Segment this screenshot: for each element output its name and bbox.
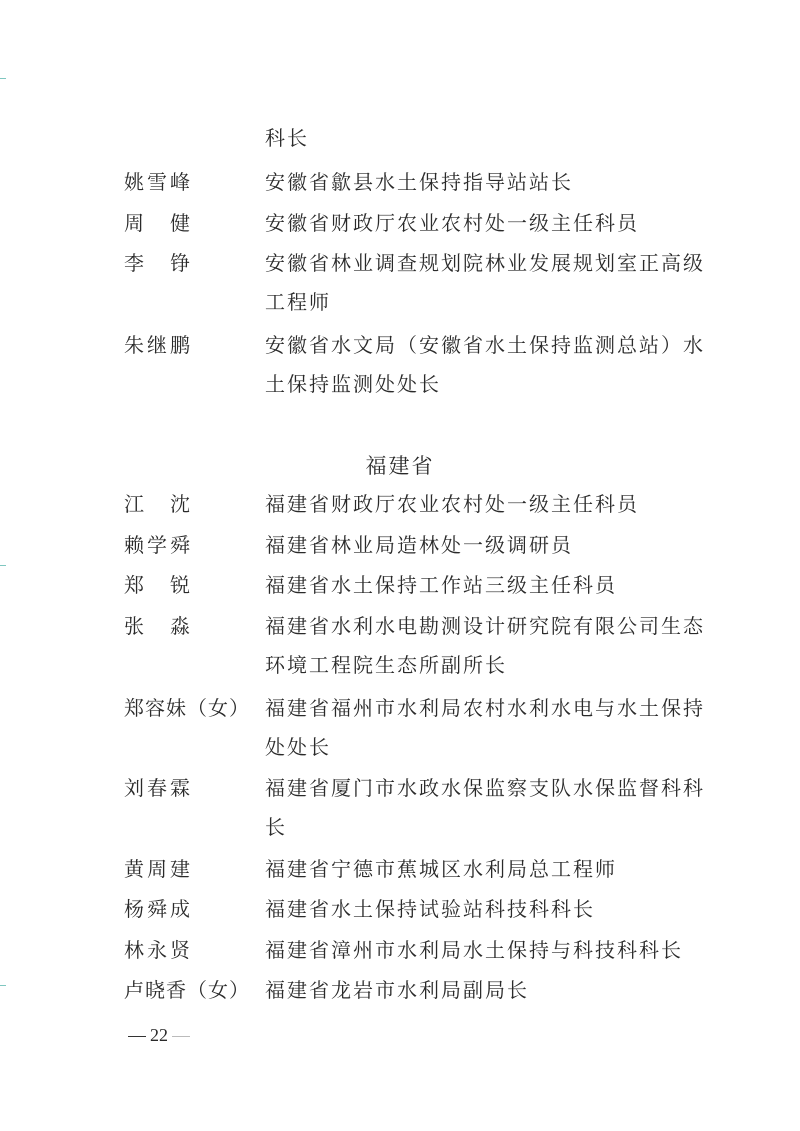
entry-name: 杨舜成 [124,897,193,921]
entry-desc-line: 处处长 [265,735,331,759]
entry-desc-line: 福建省厦门市水政水保监察支队水保监督科科 [265,776,705,800]
edge-mark [0,565,6,566]
entry-name: 李 铮 [124,251,193,275]
entry-desc-line: 福建省宁德市蕉城区水利局总工程师 [265,857,617,881]
entry-desc-line: 福建省财政厅农业农村处一级主任科员 [265,492,639,516]
entry-desc-line: 福建省福州市水利局农村水利水电与水土保持 [265,696,705,720]
entry-desc-line: 福建省水土保持工作站三级主任科员 [265,573,617,597]
entry-name: 姚雪峰 [124,170,193,194]
entry-name: 朱继鹏 [124,333,193,357]
entry-desc-line: 福建省水利水电勘测设计研究院有限公司生态 [265,614,705,638]
entry-desc-line: 安徽省财政厅农业农村处一级主任科员 [265,211,639,235]
section-title: 福建省 [365,454,435,478]
entry-desc-line: 工程师 [265,290,331,314]
entry-desc-line: 福建省漳州市水利局水土保持与科技科科长 [265,938,683,962]
entry-name: 林永贤 [124,938,193,962]
entry-desc-line: 安徽省林业调查规划院林业发展规划室正高级 [265,251,705,275]
entry-name: 张 淼 [124,614,193,638]
entry-name: 卢晓香（女） [124,978,250,1002]
entry-desc-line: 安徽省水文局（安徽省水土保持监测总站）水 [265,333,705,357]
entry-name: 周 健 [124,211,193,235]
edge-mark [0,985,6,986]
entry-name: 郑 锐 [124,573,193,597]
page-number: 22 [128,1024,190,1046]
entry-name: 郑容妹（女） [124,696,250,720]
entry-name: 江 沈 [124,492,193,516]
entry-name: 赖学舜 [124,533,193,557]
entry-desc-line: 安徽省歙县水土保持指导站站长 [265,170,573,194]
edge-mark [0,78,6,79]
entry-desc-line: 环境工程院生态所副所长 [265,653,507,677]
entry-desc-line: 土保持监测处处长 [265,372,441,396]
entry-desc-line: 福建省龙岩市水利局副局长 [265,978,529,1002]
entry-desc-line: 科长 [265,126,309,150]
entry-name: 黄周建 [124,857,193,881]
entry-name: 刘春霖 [124,776,193,800]
entry-desc-line: 福建省水土保持试验站科技科科长 [265,897,595,921]
entry-desc-line: 福建省林业局造林处一级调研员 [265,533,573,557]
entry-desc-line: 长 [265,815,287,839]
